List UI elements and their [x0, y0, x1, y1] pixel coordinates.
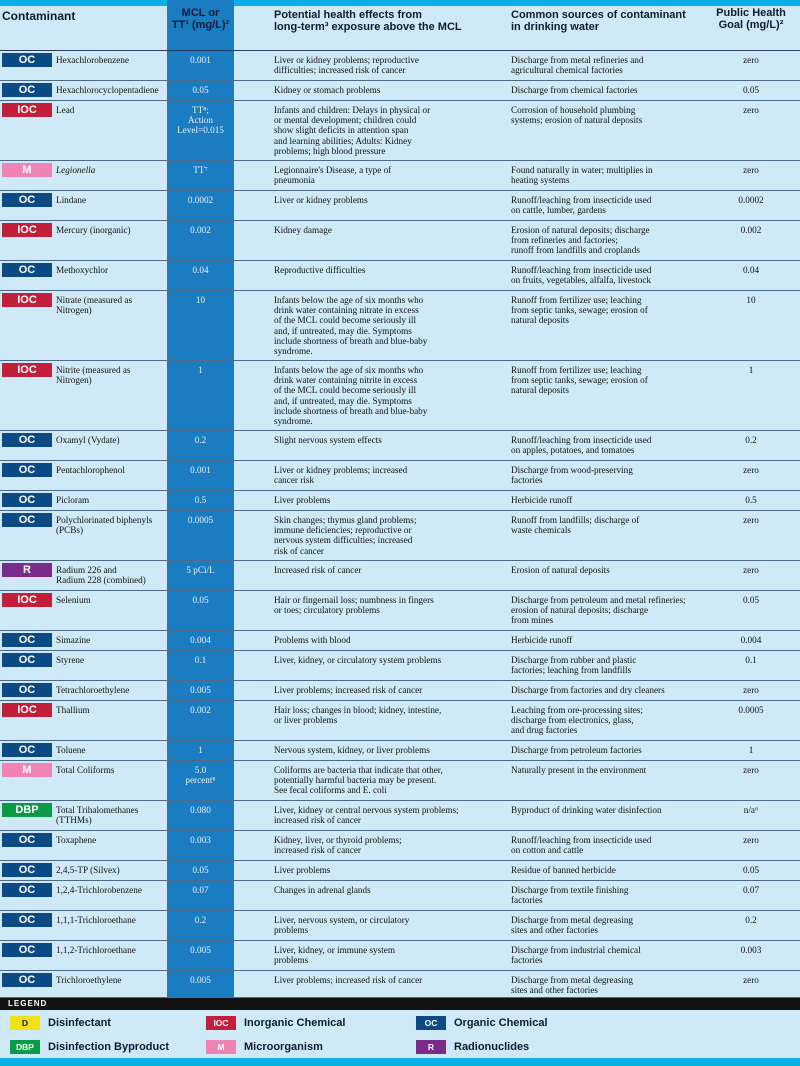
health-effects: Infants below the age of six months who drink water containing nitrite in excess of the MCL could become seriously ill and, if untreated, may die. Symptoms include shortness of breath and blue-baby syndrome.: [274, 365, 428, 427]
contaminant-sources: Runoff/leaching from insecticide used on cotton and cattle: [511, 835, 652, 856]
contaminant-sources: Residue of banned herbicide: [511, 865, 616, 875]
mcl-value: 0.2: [194, 435, 207, 445]
mcl-value: 0.05: [192, 85, 209, 95]
health-effects: Liver or kidney problems: [274, 195, 368, 205]
health-effects: Skin changes; thymus gland problems; immune deficiencies; reproductive or nervous system difficulties; increased risk of cancer: [274, 515, 417, 556]
table-row: [0, 591, 800, 631]
table-row: [0, 971, 800, 998]
public-health-goal: 0.0002: [738, 195, 764, 205]
mcl-value: 0.0005: [187, 515, 214, 525]
health-effects: Infants below the age of six months who drink water containing nitrate in excess of the MCL could become seriously ill and, if untreated, may die. Symptoms include shortness of breath and blue-baby syndrome.: [274, 295, 428, 357]
health-effects: Liver, kidney or central nervous system problems; increased risk of cancer: [274, 805, 459, 826]
contaminant-name: Radium 226 and Radium 228 (combined): [56, 565, 146, 586]
legend-badge: D: [10, 1016, 40, 1030]
public-health-goal: 0.003: [740, 945, 762, 955]
table-row: [0, 261, 800, 291]
contaminant-name: 2,4,5-TP (Silvex): [56, 865, 120, 875]
mcl-value: 0.0002: [187, 195, 214, 205]
table-row: [0, 911, 800, 941]
table-row: [0, 101, 800, 161]
contaminant-sources: Corrosion of household plumbing systems; erosion of natural deposits: [511, 105, 643, 126]
health-effects: Liver problems: [274, 495, 331, 505]
health-effects: Liver, kidney, or circulatory system problems: [274, 655, 442, 665]
mcl-value: 0.001: [190, 465, 211, 475]
contaminant-sources: Discharge from petroleum factories: [511, 745, 642, 755]
header-contaminant: Contaminant: [2, 9, 76, 23]
mcl-value: 10: [195, 295, 206, 305]
mcl-value: 0.002: [190, 225, 211, 235]
mcl-value: 0.080: [190, 805, 211, 815]
public-health-goal: zero: [743, 55, 759, 65]
contaminant-sources: Runoff from landfills; discharge of waste chemicals: [511, 515, 640, 536]
mcl-value: 1: [198, 365, 203, 375]
health-effects: Legionnaire's Disease, a type of pneumonia: [274, 165, 392, 186]
legend-title: LEGEND: [8, 999, 48, 1008]
header-health-effects: Potential health effects from long-term³ exposure above the MCL: [274, 9, 462, 33]
mcl-value: 5 pCi/L: [186, 565, 215, 575]
health-effects: Liver or kidney problems; increased cancer risk: [274, 465, 408, 486]
contaminant-sources: Herbicide runoff: [511, 635, 573, 645]
contaminant-name: Total Coliforms: [56, 765, 115, 775]
category-badge: OC: [2, 193, 52, 207]
contaminant-name: Pentachlorophenol: [56, 465, 125, 475]
contaminant-name: Legionella: [56, 165, 96, 175]
health-effects: Hair or fingernail loss; numbness in fingers or toes; circulatory problems: [274, 595, 434, 616]
contaminant-name: Thallium: [56, 705, 90, 715]
category-badge: OC: [2, 263, 52, 277]
contaminant-sources: Herbicide runoff: [511, 495, 573, 505]
mcl-value: 1: [198, 745, 203, 755]
contaminant-sources: Erosion of natural deposits; discharge from refineries and factories; runoff from landfills and croplands: [511, 225, 650, 256]
public-health-goal: 1: [748, 365, 754, 375]
legend-badge: OC: [416, 1016, 446, 1030]
category-badge: OC: [2, 513, 52, 527]
contaminant-name: Oxamyl (Vydate): [56, 435, 120, 445]
public-health-goal: zero: [743, 465, 759, 475]
contaminant-sources: Runoff/leaching from insecticide used on apples, potatoes, and tomatoes: [511, 435, 652, 456]
contaminant-sources: Discharge from chemical factories: [511, 85, 638, 95]
mcl-value: 0.05: [192, 865, 209, 875]
contaminant-sources: Erosion of natural deposits: [511, 565, 610, 575]
health-effects: Nervous system, kidney, or liver problems: [274, 745, 430, 755]
header-sources: Common sources of contaminant in drinking water: [511, 9, 686, 33]
health-effects: Hair loss; changes in blood; kidney, intestine, or liver problems: [274, 705, 442, 726]
contaminant-sources: Naturally present in the environment: [511, 765, 647, 775]
public-health-goal: 0.5: [745, 495, 757, 505]
mcl-value: 0.001: [190, 55, 211, 65]
table-row: [0, 221, 800, 261]
contaminant-sources: Discharge from metal degreasing sites and other factories: [511, 975, 634, 996]
public-health-goal: zero: [743, 105, 759, 115]
health-effects: Coliforms are bacteria that indicate that other, potentially harmful bacteria may be present. See fecal coliforms and E. coli: [274, 765, 443, 796]
category-badge: OC: [2, 463, 52, 477]
contaminant-sources: Discharge from textile finishing factories: [511, 885, 629, 906]
contaminant-name: Lead: [56, 105, 75, 115]
public-health-goal: zero: [743, 565, 759, 575]
table-row: [0, 831, 800, 861]
category-badge: OC: [2, 833, 52, 847]
contaminant-name: Hexachlorocyclopentadiene: [56, 85, 159, 95]
contaminant-sources: Discharge from factories and dry cleaners: [511, 685, 665, 695]
category-badge: IOC: [2, 293, 52, 307]
health-effects: Liver problems; increased risk of cancer: [274, 975, 423, 985]
legend-label: Microorganism: [244, 1041, 323, 1053]
contaminant-sources: Runoff from fertilizer use; leaching from septic tanks, sewage; erosion of natural deposits: [511, 365, 648, 396]
mcl-value: 0.07: [192, 885, 209, 895]
table-row: [0, 861, 800, 881]
category-badge: IOC: [2, 223, 52, 237]
contaminant-name: Toluene: [56, 745, 86, 755]
contaminant-name: Simazine: [56, 635, 91, 645]
contaminant-name: Nitrite (measured as Nitrogen): [56, 365, 131, 386]
health-effects: Problems with blood: [274, 635, 351, 645]
contaminant-name: Nitrate (measured as Nitrogen): [56, 295, 133, 316]
contaminant-sources: Runoff from fertilizer use; leaching from septic tanks, sewage; erosion of natural deposits: [511, 295, 648, 326]
category-badge: OC: [2, 53, 52, 67]
category-badge: OC: [2, 863, 52, 877]
category-badge: OC: [2, 493, 52, 507]
contaminant-sources: Runoff/leaching from insecticide used on cattle, lumber, gardens: [511, 195, 652, 216]
health-effects: Reproductive difficulties: [274, 265, 366, 275]
mcl-value: 0.005: [190, 945, 211, 955]
public-health-goal: zero: [743, 835, 759, 845]
contaminant-sources: Discharge from metal refineries and agricultural chemical factories: [511, 55, 644, 76]
health-effects: Liver problems: [274, 865, 331, 875]
health-effects: Infants and children: Delays in physical or or mental development; children could show slight deficits in attention span and learning abilities; Adults: Kidney problems; high blood pressure: [274, 105, 431, 156]
contaminant-sources: Byproduct of drinking water disinfection: [511, 805, 662, 815]
legend-badge: R: [416, 1040, 446, 1054]
mcl-value: 5.0 percent⁸: [185, 765, 216, 786]
bottom-accent-bar: [0, 1058, 800, 1066]
table-row: [0, 431, 800, 461]
contaminant-name: 1,2,4-Trichlorobenzene: [56, 885, 142, 895]
public-health-goal: 0.002: [740, 225, 762, 235]
contaminant-sources: Found naturally in water; multiplies in heating systems: [511, 165, 653, 186]
category-badge: OC: [2, 83, 52, 97]
table-row: [0, 191, 800, 221]
legend: [0, 998, 800, 1058]
public-health-goal: n/a⁶: [743, 805, 759, 815]
contaminant-sources: Discharge from rubber and plastic factories; leaching from landfills: [511, 655, 637, 676]
legend-label: Organic Chemical: [454, 1017, 548, 1029]
contaminant-sources: Discharge from petroleum and metal refineries; erosion of natural deposits; discharge from mines: [511, 595, 686, 626]
category-badge: OC: [2, 683, 52, 697]
mcl-value: 0.003: [190, 835, 211, 845]
public-health-goal: 0.0005: [738, 705, 764, 715]
health-effects: Increased risk of cancer: [274, 565, 362, 575]
category-badge: IOC: [2, 363, 52, 377]
table-row: [0, 881, 800, 911]
mcl-value: 0.05: [192, 595, 209, 605]
category-badge: R: [2, 563, 52, 577]
table-row: [0, 651, 800, 681]
mcl-value: 0.04: [192, 265, 209, 275]
contaminant-sources: Leaching from ore-processing sites; discharge from electronics, glass, and drug factories: [511, 705, 643, 736]
public-health-goal: 0.04: [742, 265, 760, 275]
health-effects: Slight nervous system effects: [274, 435, 382, 445]
category-badge: OC: [2, 973, 52, 987]
category-badge: IOC: [2, 103, 52, 117]
public-health-goal: 0.1: [745, 655, 757, 665]
table-row: [0, 681, 800, 701]
mcl-value: 0.005: [190, 685, 211, 695]
category-badge: OC: [2, 633, 52, 647]
health-effects: Kidney, liver, or thyroid problems; increased risk of cancer: [274, 835, 402, 856]
contaminant-sources: Discharge from metal degreasing sites and other factories: [511, 915, 634, 936]
public-health-goal: zero: [743, 165, 759, 175]
table-row: [0, 161, 800, 191]
public-health-goal: 0.05: [742, 865, 760, 875]
public-health-goal: 0.2: [745, 915, 757, 925]
health-effects: Kidney damage: [274, 225, 332, 235]
category-badge: IOC: [2, 703, 52, 717]
legend-badge: DBP: [10, 1040, 40, 1054]
contaminant-name: Polychlorinated biphenyls (PCBs): [56, 515, 153, 536]
contaminant-name: Methoxychlor: [56, 265, 109, 275]
table-row: [0, 491, 800, 511]
public-health-goal: zero: [743, 515, 759, 525]
mcl-value: TT⁷: [193, 165, 208, 175]
health-effects: Liver, nervous system, or circulatory problems: [274, 915, 410, 936]
category-badge: IOC: [2, 593, 52, 607]
table-row: [0, 761, 800, 801]
public-health-goal: 1: [748, 745, 754, 755]
legend-label: Radionuclides: [454, 1041, 530, 1053]
table-header: [0, 6, 800, 50]
legend-label: Disinfectant: [48, 1017, 111, 1029]
table-row: [0, 701, 800, 741]
contaminant-name: Total Trihalomethanes (TTHMs): [56, 805, 139, 826]
contaminant-sources: Discharge from wood-preserving factories: [511, 465, 633, 486]
public-health-goal: zero: [743, 685, 759, 695]
mcl-value: 0.5: [194, 495, 207, 505]
contaminant-name: Mercury (inorganic): [56, 225, 131, 235]
public-health-goal: 0.05: [742, 595, 760, 605]
mcl-value: TT⁸; Action Level=0.015: [177, 105, 224, 136]
health-effects: Liver, kidney, or immune system problems: [274, 945, 396, 966]
category-badge: OC: [2, 943, 52, 957]
table-row: [0, 51, 800, 81]
contaminant-name: Picloram: [56, 495, 90, 505]
category-badge: OC: [2, 653, 52, 667]
mcl-value: 0.005: [190, 975, 211, 985]
contaminant-name: 1,1,1-Trichloroethane: [56, 915, 136, 925]
public-health-goal: 0.05: [742, 85, 760, 95]
table-row: [0, 291, 800, 361]
category-badge: OC: [2, 433, 52, 447]
health-effects: Kidney or stomach problems: [274, 85, 381, 95]
header-public-health-goal: Public Health Goal (mg/L)²: [716, 7, 786, 31]
table-row: [0, 941, 800, 971]
legend-badge: M: [206, 1040, 236, 1054]
table-row: [0, 361, 800, 431]
public-health-goal: zero: [743, 765, 759, 775]
category-badge: M: [2, 763, 52, 777]
header-mcl: MCL or TT¹ (mg/L)²: [171, 7, 230, 31]
table-row: [0, 801, 800, 831]
legend-label: Inorganic Chemical: [244, 1017, 346, 1029]
contaminant-name: Selenium: [56, 595, 91, 605]
category-badge: OC: [2, 743, 52, 757]
contaminant-name: Toxaphene: [56, 835, 97, 845]
contaminant-sources: Discharge from industrial chemical factories: [511, 945, 641, 966]
contaminant-name: Styrene: [56, 655, 85, 665]
public-health-goal: zero: [743, 975, 759, 985]
legend-label: Disinfection Byproduct: [48, 1041, 170, 1053]
legend-title-bar: [0, 998, 800, 1010]
table-row: [0, 741, 800, 761]
table-row: [0, 561, 800, 591]
contaminant-name: Hexachlorobenzene: [56, 55, 129, 65]
category-badge: DBP: [2, 803, 52, 817]
health-effects: Liver or kidney problems; reproductive difficulties; increased risk of cancer: [274, 55, 419, 76]
mcl-value: 0.2: [194, 915, 207, 925]
mcl-value: 0.1: [194, 655, 207, 665]
table-row: [0, 81, 800, 101]
contaminant-name: 1,1,2-Trichloroethane: [56, 945, 136, 955]
public-health-goal: 0.2: [745, 435, 757, 445]
contaminant-name: Lindane: [56, 195, 87, 205]
table-row: [0, 511, 800, 561]
category-badge: OC: [2, 913, 52, 927]
mcl-value: 0.002: [190, 705, 211, 715]
health-effects: Liver problems; increased risk of cancer: [274, 685, 423, 695]
public-health-goal: 0.004: [740, 635, 762, 645]
health-effects: Changes in adrenal glands: [274, 885, 371, 895]
table-row: [0, 631, 800, 651]
table-row: [0, 461, 800, 491]
mcl-value: 0.004: [190, 635, 211, 645]
legend-badge: IOC: [206, 1016, 236, 1030]
contaminant-sources: Runoff/leaching from insecticide used on fruits, vegetables, alfalfa, livestock: [511, 265, 652, 286]
category-badge: M: [2, 163, 52, 177]
contaminant-name: Tetrachloroethylene: [56, 685, 130, 695]
contaminant-name: Trichloroethylene: [56, 975, 122, 985]
public-health-goal: 0.07: [742, 885, 760, 895]
category-badge: OC: [2, 883, 52, 897]
public-health-goal: 10: [746, 295, 756, 305]
